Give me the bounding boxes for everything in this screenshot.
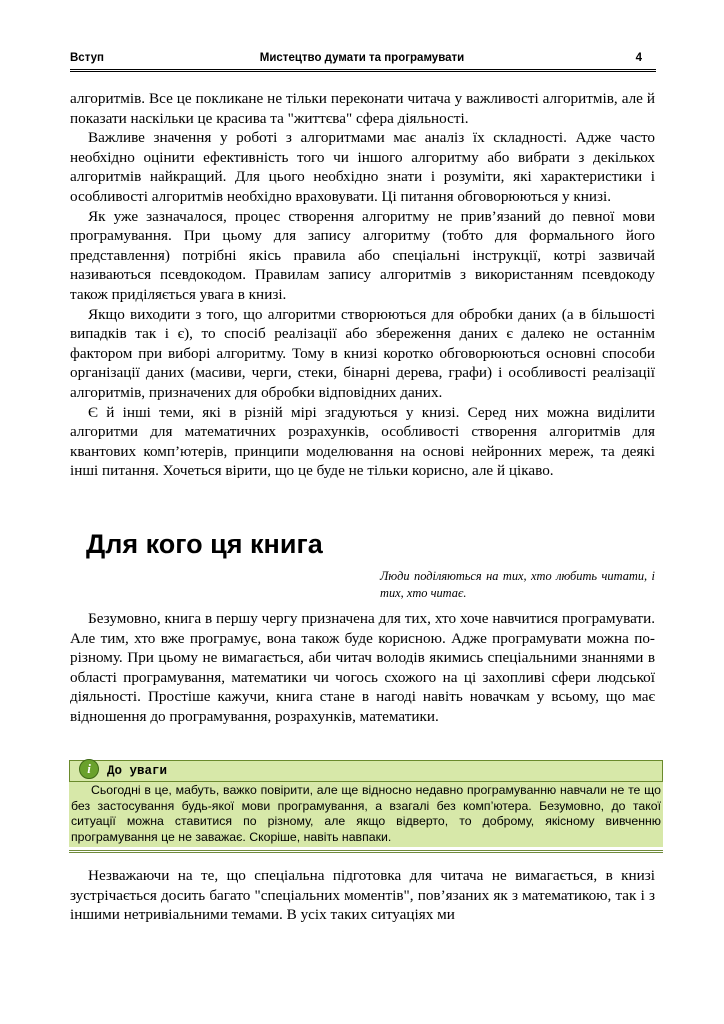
paragraph: Якщо виходити з того, що алгоритми створюються для обробки даних (а в більшості випадків так і є), то спосіб реалізації або збереження даних є далеко не останнім фактором при виборі алгоритму. Тому в книзі коротко обговорюються основні способи організації даних (масиви, черги, стеки, бінарні дерева, графи) і особливості реалізації алгоритмів, призначених для обробки відповідних даних.: [70, 305, 655, 401]
paragraph: Є й інші теми, які в різній мірі згадуються у книзі. Серед них можна виділити алгоритми для математичних розрахунків, особливості створення алгоритмів для квантових комп’ютерів, принципи моделювання на основі нейронних мереж, та деякі інші питання. Хочеться вірити, що це буде не тільки корисно, але й цікаво.: [70, 403, 655, 480]
header-book-title: Мистецтво думати та програмувати: [259, 52, 465, 64]
paragraph: Незважаючи на те, що спеціальна підготовка для читача не вимагається, в книзі зустрічається досить багато "спеціальних моментів", пов’язаних як з математикою, так і з іншими нетривіальними темами. В усіх таких ситуаціях ми: [70, 867, 655, 924]
section-heading: Для кого ця книга: [86, 529, 323, 559]
paragraph: Важливе значення у роботі з алгоритмами має аналіз їх складності. Адже часто необхідно оцінити ефективність того чи іншого алгоритму або вибрати з декількох алгоритмів найкращий. Для цього необхідно знати і розуміти, які характеристики і особливості алгоритмів необхідно враховувати. Ці питання обговорюються у книзі.: [70, 129, 655, 205]
header-divider: [70, 69, 656, 72]
section-text: [70, 609, 655, 727]
paragraph: Безумовно, книга в першу чергу призначена для тих, хто хоче навчитися програмувати. Але тим, хто вже програмує, вона також буде корисною. Адже програмувати можна по-різному. При цьому не вимагається, аби читач володів якимись спеціальними знаннями в області програмування, математики чи чогось схожого на ці захопливі сфери людської діяльності. Простіше кажучи, книга стане в нагоді навіть новачкам у всьому, що має відношення до програмування, розрахунків, математики.: [70, 610, 655, 725]
closing-text: [70, 866, 655, 925]
note-header: [69, 760, 663, 782]
info-icon: i: [79, 759, 99, 779]
header-page-number: 4: [635, 52, 642, 64]
note-title: До уваги: [107, 764, 168, 778]
paragraph: Як уже зазначалося, процес створення алгоритму не прив’язаний до певної мови програмування. При цьому для запису алгоритму (тобто для формального його представлення) потрібні якісь правила або спеціальні інструкції, котрі зазвичай називаються псевдокодом. Правилам запису алгоритмів з використанням псевдокоду також приділяється увага в книзі.: [70, 207, 655, 303]
note-box: [69, 760, 663, 853]
epigraph: Люди поділяються на тих, хто любить читати, і тих, хто читає.: [380, 569, 655, 600]
note-text: Сьогодні в це, мабуть, важко повірити, але ще відносно недавно програмуванню навчали не те що без застосування будь-якої мови програмування, а взагалі без комп’ютера. Безумовно, до такої ситуації можна ставитися по різному, але якщо відверто, то доброму, якісному вивченню програмування це не заважає. Скоріше, навіть навпаки.: [69, 782, 663, 847]
header-chapter: Вступ: [70, 52, 104, 64]
page-header: [70, 50, 654, 68]
paragraph: алгоритмів. Все це покликане не тільки переконати читача у важливості алгоритмів, але й показати наскільки це красива та "життєва" сфера діяльності.: [70, 90, 655, 127]
intro-text: [70, 89, 655, 481]
